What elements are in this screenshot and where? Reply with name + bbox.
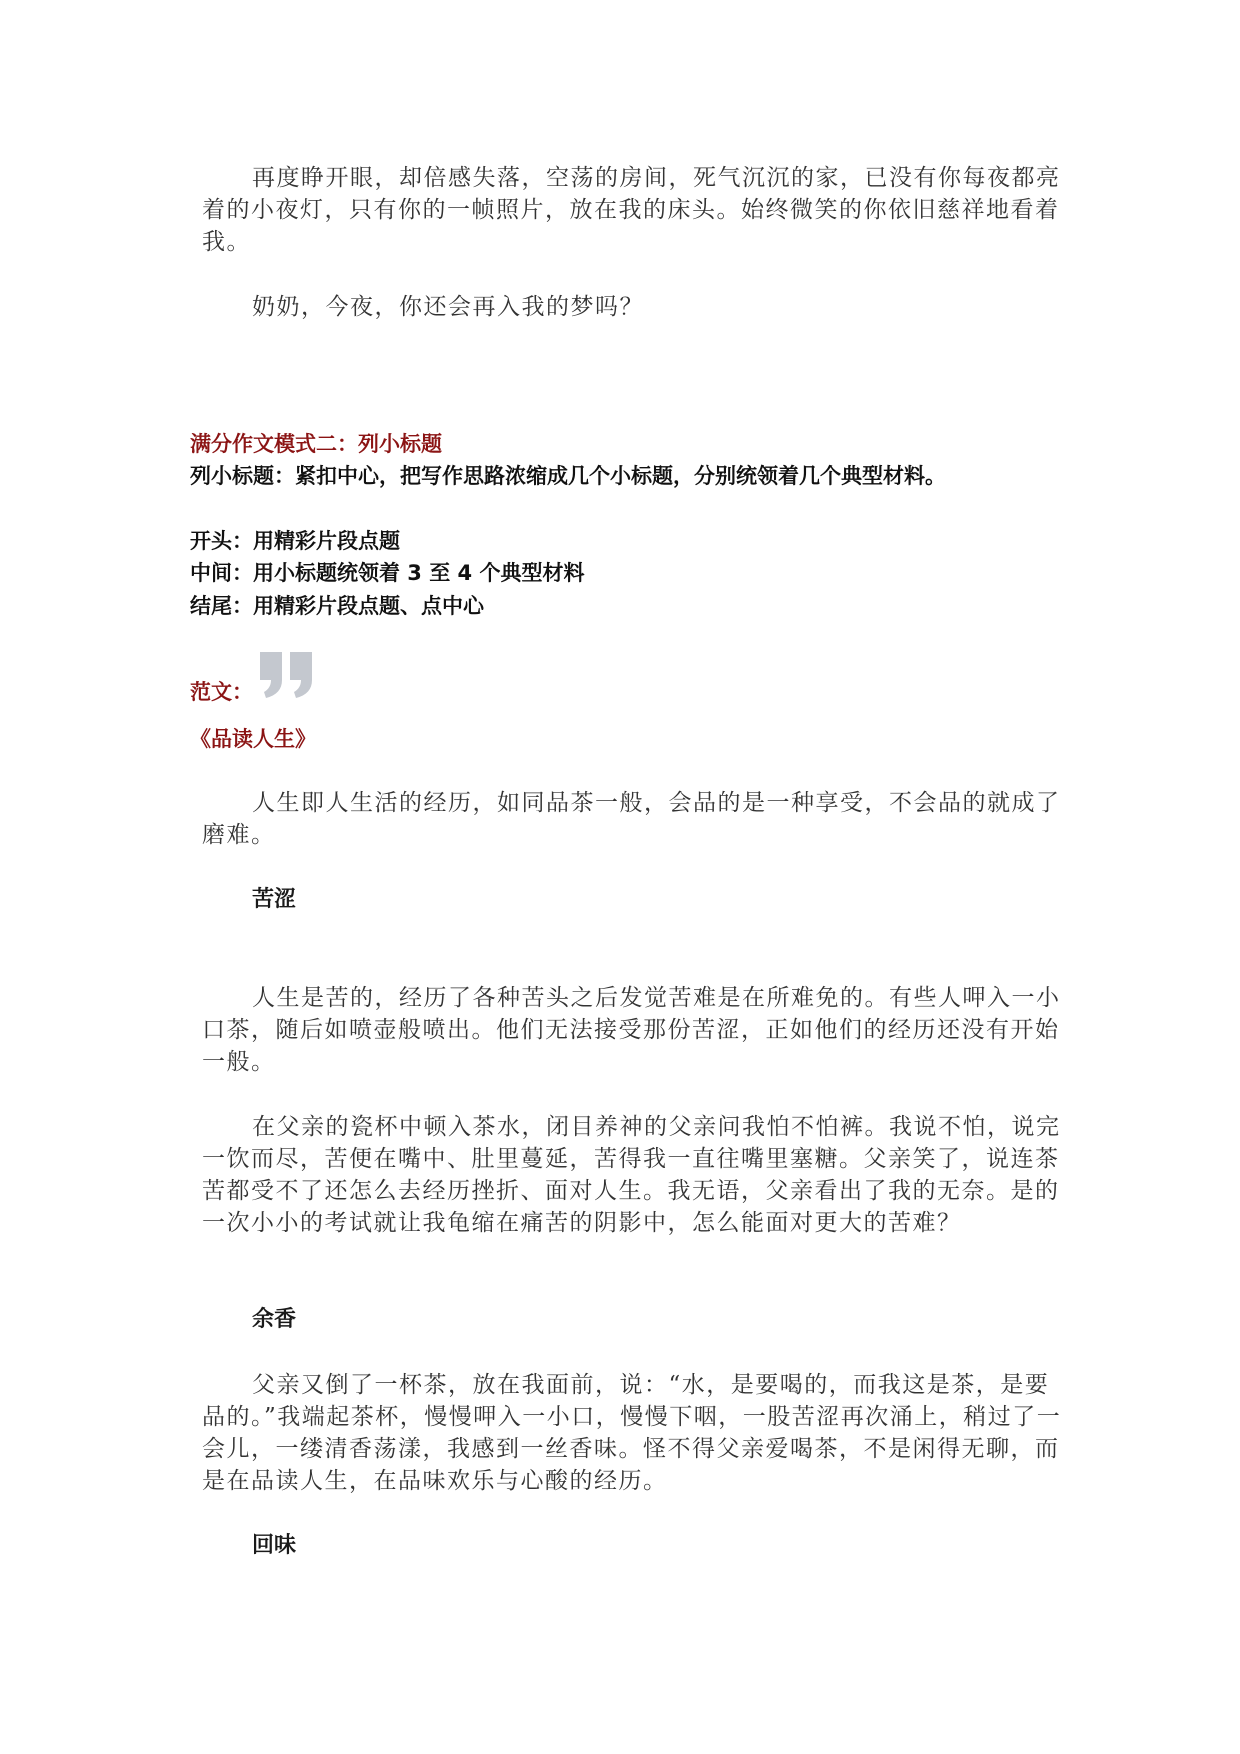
quote-icon xyxy=(258,650,318,700)
example-label: 范文： xyxy=(190,680,253,704)
section-heading-aftertaste: 余香 xyxy=(252,1307,297,1332)
section-heading-bitter: 苦涩 xyxy=(252,887,297,912)
structure-ending: 结尾：用精彩片段点题、点中心 xyxy=(190,594,484,618)
paragraph-intro: 人生即人生活的经历，如同品茶一般，会品的是一种享受，不会品的就成了磨难。 xyxy=(202,790,1061,848)
paragraph-bitter-1: 人生是苦的，经历了各种苦头之后发觉苦难是在所难免的。有些人呷入一小口茶，随后如喷壶般喷出。他们无法接受那份苦涩，正如他们的经历还没有开始一般。 xyxy=(202,985,1061,1075)
paragraph-bitter-2: 在父亲的瓷杯中顿入茶水，闭目养神的父亲问我怕不怕裤。我说不怕，说完一饮而尽，苦便在嘴中、肚里蔓延，苦得我一直往嘴里塞糖。父亲笑了，说连茶苦都受不了还怎么去经历挫折、面对人生。我无语，父亲看出了我的无奈。是的一次小小的考试就让我龟缩在痛苦的阴影中，怎么能面对更大的苦难？ xyxy=(202,1114,1061,1236)
paragraph-aftertaste-1: 父亲又倒了一杯茶，放在我面前，说：“水，是要喝的，而我这是茶，是要品的。”我端起茶杯，慢慢呷入一小口，慢慢下咽，一股苦涩再次涌上，稍过了一会儿，一缕清香荡漾，我感到一丝香味。怪不得父亲爱喝茶，不是闲得无聊，而是在品读人生，在品味欢乐与心酸的经历。 xyxy=(202,1372,1062,1494)
section-heading-reminisce: 回味 xyxy=(252,1533,297,1558)
mode-description: 列小标题：紧扣中心，把写作思路浓缩成几个小标题，分别统领着几个典型材料。 xyxy=(190,464,946,488)
paragraph-grandma-question: 奶奶，今夜，你还会再入我的梦吗？ xyxy=(252,294,644,320)
structure-middle: 中间：用小标题统领着 3 至 4 个典型材料 xyxy=(190,561,585,585)
mode-title: 满分作文模式二：列小标题 xyxy=(190,432,442,456)
structure-opening: 开头：用精彩片段点题 xyxy=(190,529,400,553)
example-title: 《品读人生》 xyxy=(190,727,316,751)
paragraph-awaken: 再度睁开眼，却倍感失落，空荡的房间，死气沉沉的家，已没有你每夜都亮着的小夜灯，只有你的一帧照片，放在我的床头。始终微笑的你依旧慈祥地看着我。 xyxy=(202,165,1061,255)
